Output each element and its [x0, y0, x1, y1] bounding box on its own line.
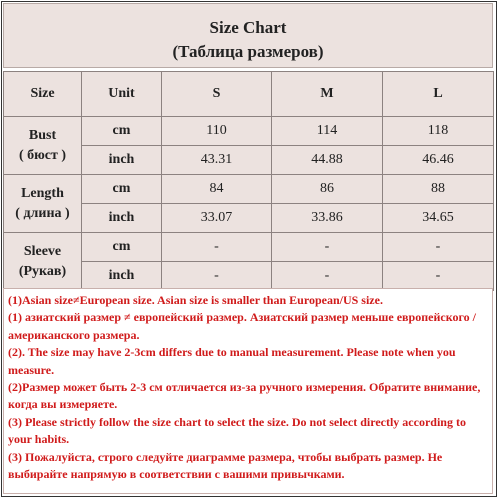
note-line: (2). The size may have 2-3cm differs due to manual measurement. Please note when you measure.	[8, 345, 456, 377]
value-cell: 86	[272, 175, 383, 204]
note-line: (1) азиатский размер ≠ европейский размер. Азиатский размер меньше европейского / американского размера.	[8, 310, 476, 342]
notes-box	[3, 288, 493, 494]
header-l: L	[383, 72, 494, 117]
note-line: (1)Asian size≠European size. Asian size is smaller than European/US size.	[8, 293, 383, 307]
value-cell: -	[383, 233, 494, 262]
row-label-ru: (Рукав)	[18, 263, 67, 279]
title-box	[3, 3, 493, 68]
row-label-bust	[4, 117, 82, 175]
value-cell: 44.88	[272, 146, 383, 175]
note-line: (2)Размер может быть 2-3 см отличается из-за ручного измерения. Обратите внимание, когда вы измеряете.	[8, 380, 481, 412]
header-size: Size	[4, 72, 82, 117]
row-label-en: Bust	[28, 127, 57, 143]
table-row	[4, 233, 494, 262]
value-cell: -	[383, 262, 494, 291]
unit-cell: inch	[82, 262, 162, 291]
title-english: Size Chart	[209, 18, 287, 37]
value-cell: 34.65	[383, 204, 494, 233]
value-cell: -	[162, 233, 272, 262]
note-line: (3) Пожалуйста, строго следуйте диаграмме размера, чтобы выбрать размер. Не выбирайте напрямую в соответствии с вашими привычками.	[8, 449, 443, 482]
unit-cell: inch	[82, 204, 162, 233]
note-line: (3) Please strictly follow the size chart to select the size. Do not select directly according to your habits.	[8, 414, 466, 447]
table-row	[4, 175, 494, 204]
unit-cell: inch	[82, 146, 162, 175]
row-label-en: Sleeve	[23, 243, 62, 259]
value-cell: 84	[162, 175, 272, 204]
value-cell: 88	[383, 175, 494, 204]
row-label-sleeve	[4, 233, 82, 291]
value-cell: -	[272, 262, 383, 291]
value-cell: 46.46	[383, 146, 494, 175]
unit-cell: cm	[82, 117, 162, 146]
row-label-en: Length	[21, 185, 64, 201]
size-table	[3, 71, 494, 291]
header-s: S	[162, 72, 272, 117]
unit-cell: cm	[82, 175, 162, 204]
value-cell: 110	[162, 117, 272, 146]
value-cell: 33.86	[272, 204, 383, 233]
header-m: M	[272, 72, 383, 117]
value-cell: 114	[272, 117, 383, 146]
row-label-ru: ( бюст )	[18, 147, 67, 163]
value-cell: 118	[383, 117, 494, 146]
value-cell: 33.07	[162, 204, 272, 233]
title-russian: (Таблица размеров)	[172, 42, 324, 61]
row-label-ru: ( длина )	[15, 205, 70, 221]
row-label-length	[4, 175, 82, 233]
value-cell: -	[162, 262, 272, 291]
value-cell: -	[272, 233, 383, 262]
value-cell: 43.31	[162, 146, 272, 175]
unit-cell: cm	[82, 233, 162, 262]
header-unit: Unit	[82, 72, 162, 117]
table-row	[4, 117, 494, 146]
header-row	[4, 72, 494, 117]
